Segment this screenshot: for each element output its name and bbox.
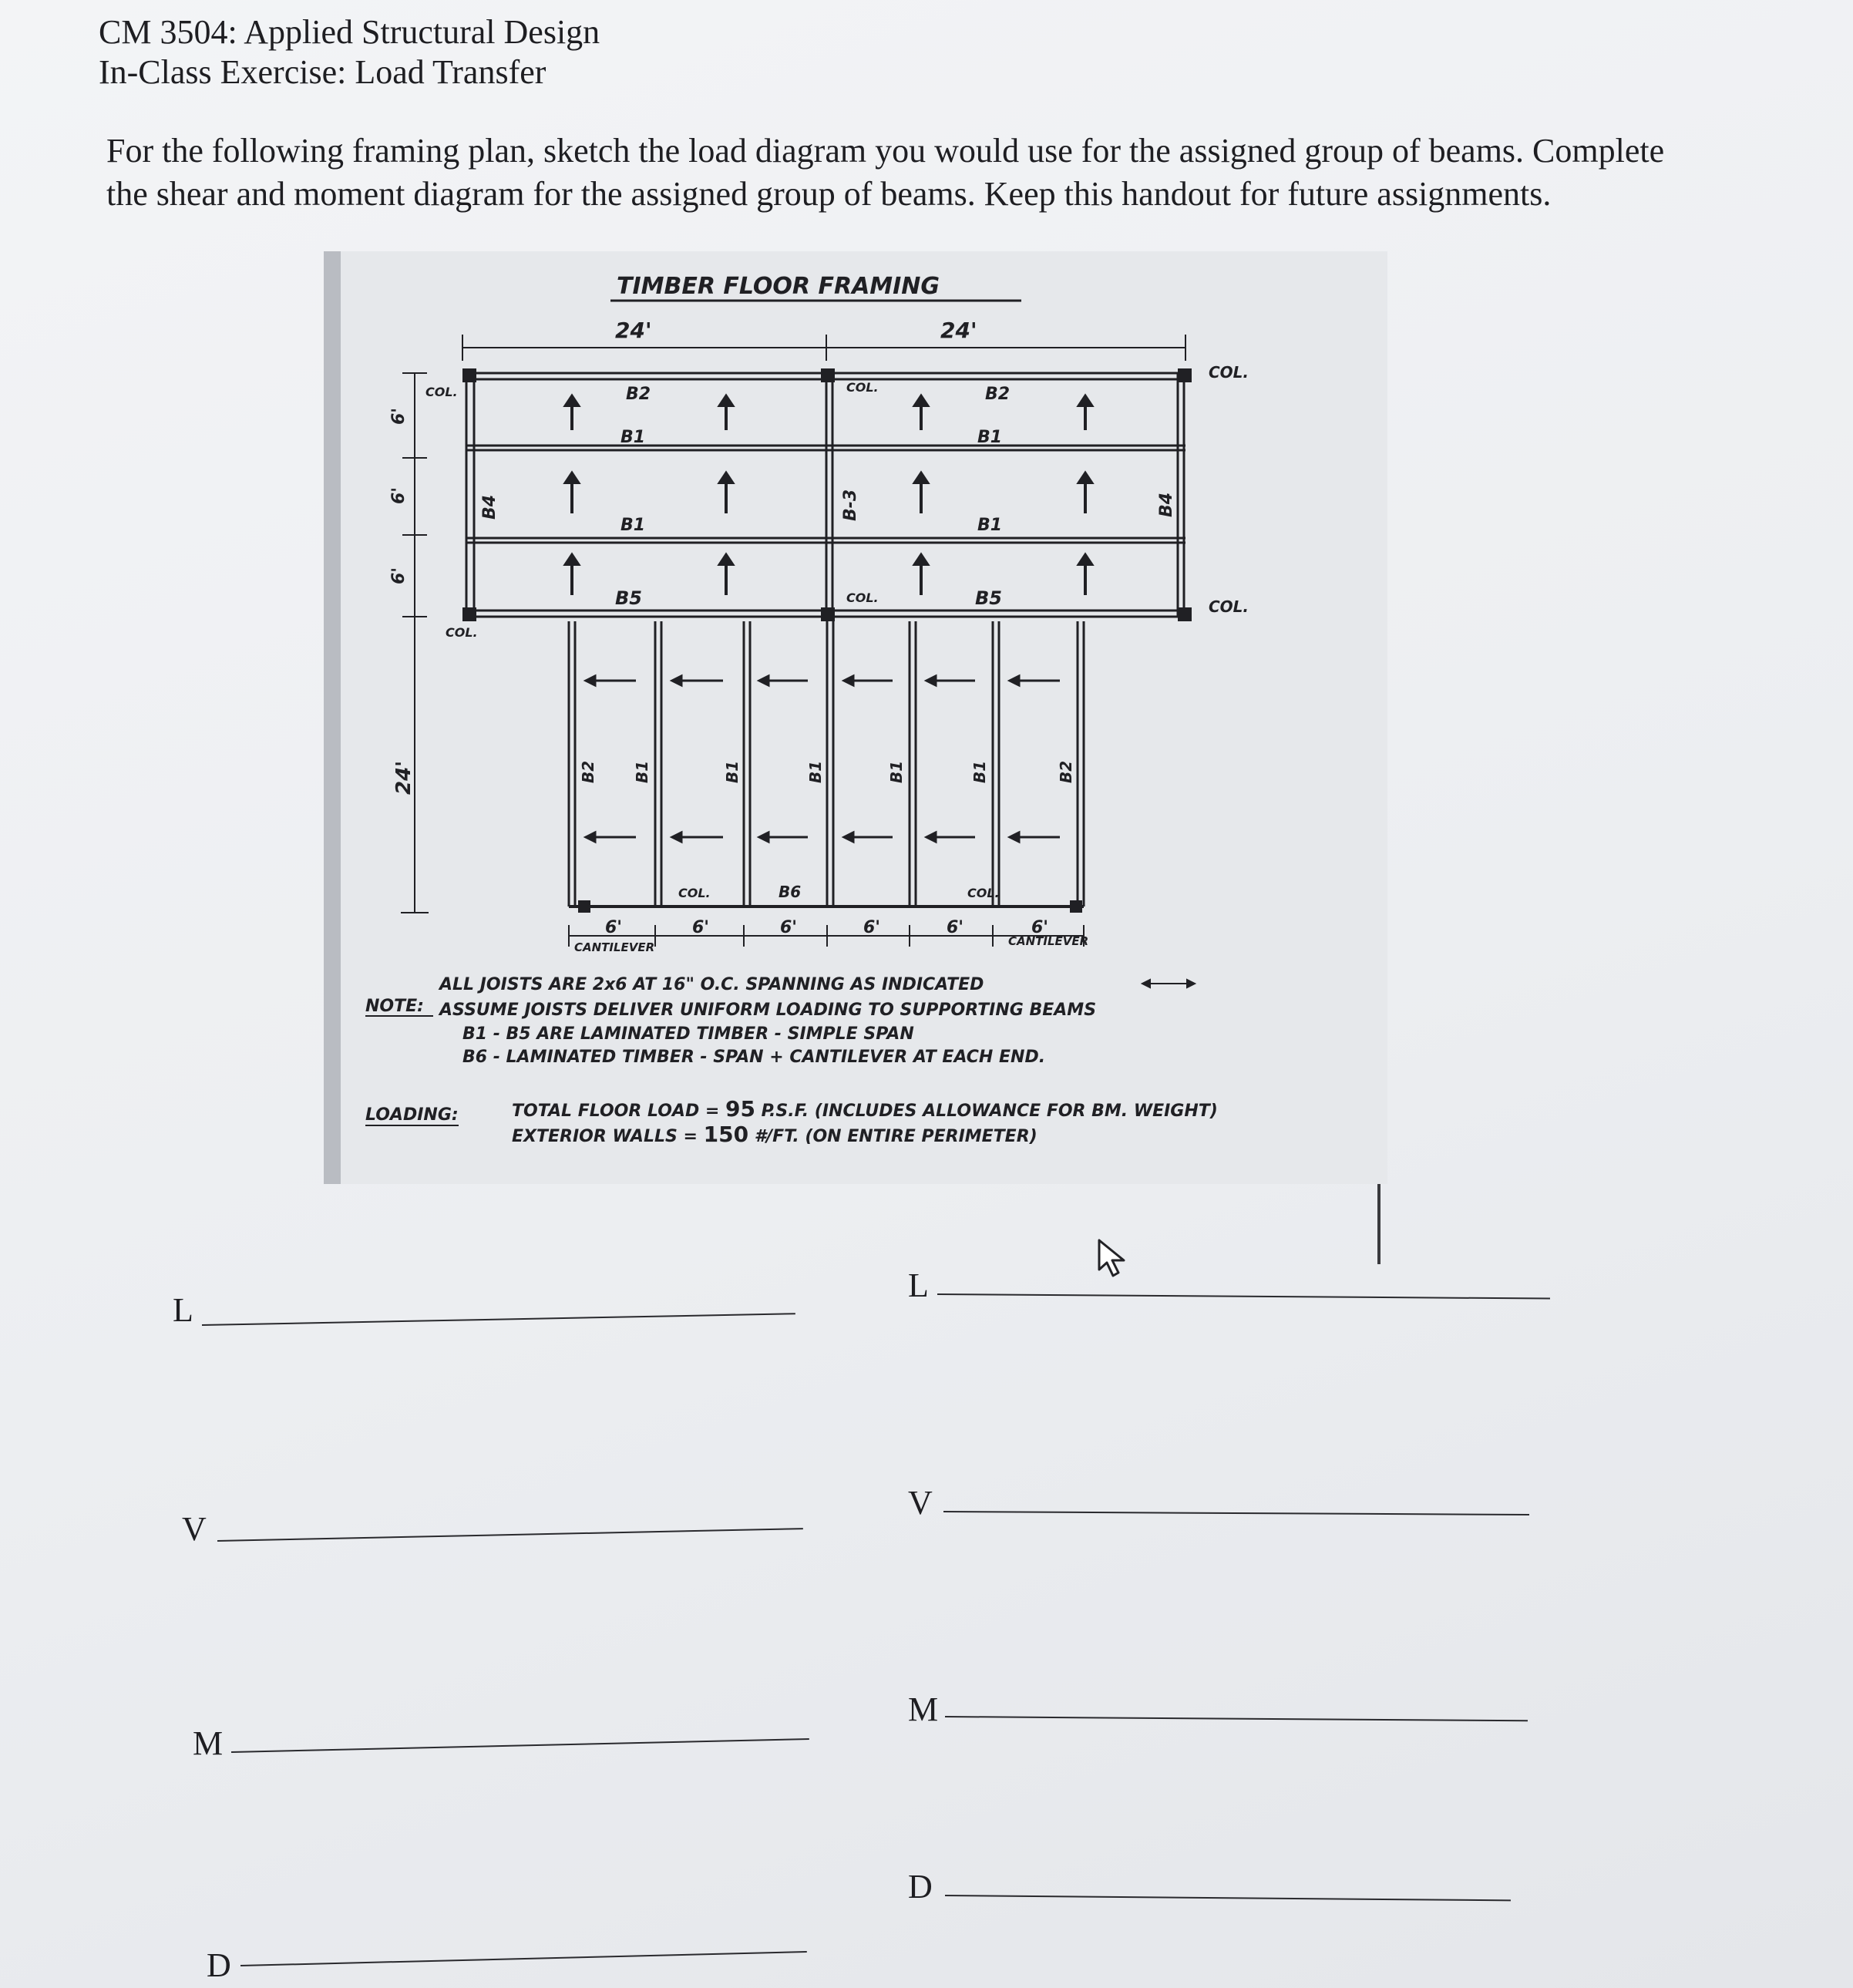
- load-diagram-label: L: [173, 1291, 193, 1329]
- shear-baseline: [217, 1528, 803, 1542]
- moment-diagram-label: M: [193, 1724, 224, 1762]
- wall-load-value: 150: [703, 1122, 749, 1147]
- deflection-diagram-label: D: [908, 1868, 933, 1906]
- beam-label-b2: B2: [579, 760, 597, 783]
- mouse-pointer-icon: [1096, 1237, 1130, 1279]
- col-label: COL.: [967, 886, 1000, 900]
- note-line-3: B1 - B5 ARE LAMINATED TIMBER - SIMPLE SPAN: [462, 1024, 914, 1044]
- shear-baseline: [943, 1511, 1529, 1515]
- col-label: COL.: [1209, 363, 1249, 382]
- beam-label-b1: B1: [620, 516, 646, 535]
- col-label: COL.: [678, 886, 711, 900]
- loading-line-1: TOTAL FLOOR LOAD = 95 P.S.F. (INCLUDES ALLOWANCE FOR BM. WEIGHT): [512, 1096, 1218, 1122]
- dim-bottom-6: 6': [692, 918, 710, 937]
- dim-bottom-6: 6': [605, 918, 623, 937]
- note-line-4: B6 - LAMINATED TIMBER - SPAN + CANTILEVER AT EACH END.: [462, 1048, 1046, 1067]
- beam-label-b1: B1: [806, 760, 825, 783]
- load-diagram-label: L: [908, 1266, 929, 1304]
- loading-line-2: EXTERIOR WALLS = 150 #/FT. (ON ENTIRE PERIMETER): [512, 1122, 1037, 1147]
- moment-baseline: [231, 1738, 809, 1753]
- beam-label-b4: B4: [1157, 492, 1176, 517]
- deflection-diagram-label: D: [207, 1946, 231, 1984]
- shear-diagram-label: V: [908, 1484, 933, 1522]
- deflection-baseline: [240, 1951, 807, 1966]
- course-title: CM 3504: Applied Structural Design: [99, 13, 600, 51]
- cantilever-label-left: CANTILEVER: [574, 940, 655, 954]
- exercise-title: In-Class Exercise: Load Transfer: [99, 53, 546, 91]
- deflection-baseline: [945, 1895, 1511, 1901]
- shear-diagram-label: V: [182, 1510, 207, 1548]
- dim-bottom-6: 6': [947, 918, 964, 937]
- moment-baseline: [945, 1716, 1528, 1721]
- drawing-left-shadow: [324, 251, 341, 1184]
- beam-label-b1: B1: [977, 428, 1003, 447]
- instructions-text: For the following framing plan, sketch the load diagram you would use for the assigned group of beams. Complete the shear and moment diagram for the assigned group of beams. Keep this handout for future assignments.: [106, 132, 1665, 213]
- col-label: COL.: [425, 385, 458, 399]
- beam-label-b1: B1: [970, 760, 989, 783]
- beam-label-b1: B1: [620, 428, 646, 447]
- beam-label-b2: B2: [626, 385, 651, 404]
- beam-label-b1: B1: [633, 760, 651, 783]
- beam-label-b4: B4: [480, 494, 499, 520]
- beam-label-b1: B1: [887, 760, 906, 783]
- load-baseline: [202, 1313, 795, 1326]
- beam-label-b5: B5: [615, 587, 642, 609]
- col-label: COL.: [1209, 597, 1249, 616]
- beam-label-b2: B2: [985, 385, 1011, 404]
- beam-label-b1: B1: [977, 516, 1003, 535]
- note-line-2: ASSUME JOISTS DELIVER UNIFORM LOADING TO SUPPORTING BEAMS: [439, 1001, 1097, 1020]
- dim-top-right: 24': [940, 318, 977, 343]
- plan-title: TIMBER FLOOR FRAMING: [617, 273, 940, 300]
- note-line-1: ALL JOISTS ARE 2x6 AT 16" O.C. SPANNING AS INDICATED: [439, 975, 984, 994]
- beam-label-b2: B2: [1057, 760, 1075, 783]
- dim-bottom-6: 6': [863, 918, 881, 937]
- col-label: COL.: [446, 625, 478, 640]
- load-baseline: [937, 1293, 1550, 1300]
- dim-bottom-6: 6': [780, 918, 798, 937]
- dim-bottom-6: 6': [1031, 918, 1049, 937]
- col-label: COL.: [846, 590, 879, 605]
- cantilever-label-right: CANTILEVER: [1008, 934, 1089, 948]
- note-label: NOTE:: [365, 997, 424, 1016]
- framing-plan-drawing: [324, 251, 1387, 1184]
- moment-diagram-label: M: [908, 1690, 939, 1728]
- dim-left-6b: 6': [389, 486, 409, 504]
- dim-left-6c: 6': [389, 567, 409, 584]
- dim-left-6a: 6': [389, 407, 409, 425]
- loading-label: LOADING:: [365, 1105, 459, 1125]
- beam-label-b3: B-3: [841, 489, 860, 521]
- dim-top-left: 24': [615, 318, 652, 343]
- floor-load-value: 95: [725, 1096, 755, 1122]
- beam-label-b6: B6: [779, 883, 802, 901]
- col-label: COL.: [846, 380, 879, 395]
- beam-label-b5: B5: [975, 587, 1002, 609]
- beam-label-b1: B1: [723, 760, 742, 783]
- dim-left-24: 24': [392, 760, 415, 795]
